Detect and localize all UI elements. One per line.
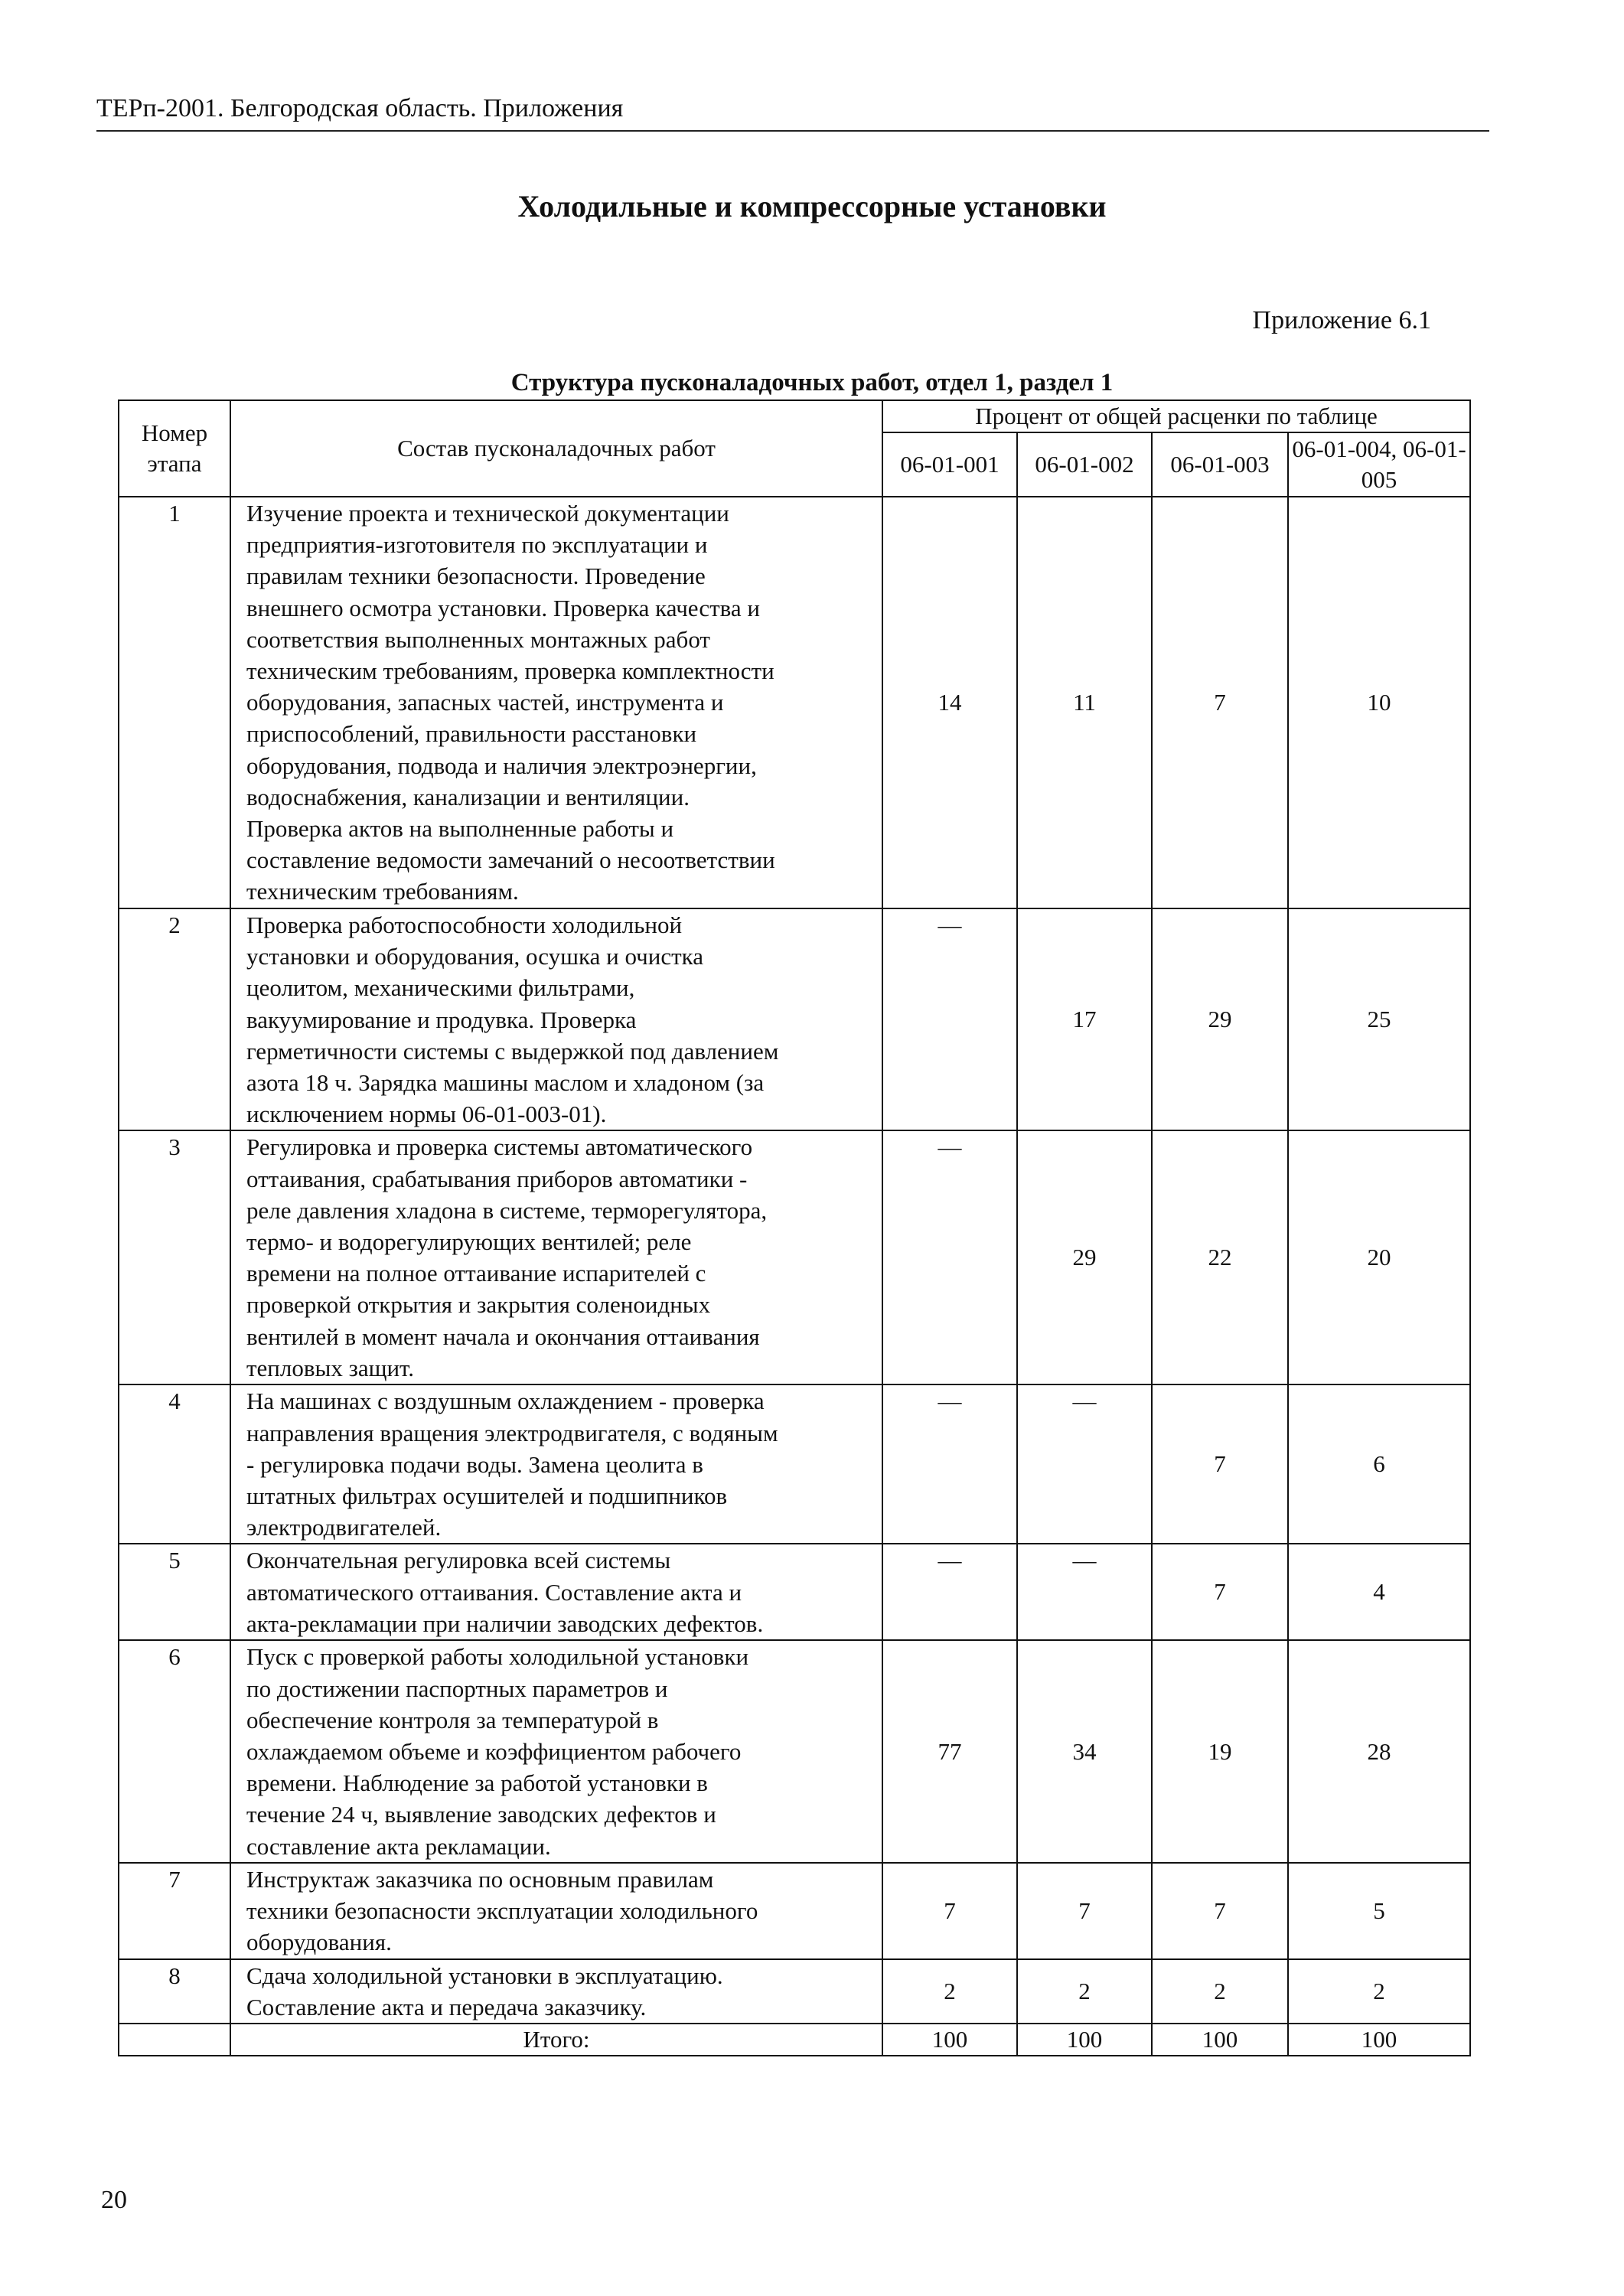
page-number: 20: [101, 2186, 127, 2214]
description-line: Составление акта и передача заказчику.: [246, 1994, 647, 2021]
stage-number: 6: [119, 1640, 230, 1862]
running-header: ТЕРп-2001. Белгородская область. Приложения: [96, 93, 1489, 132]
header-description: Состав пусконаладочных работ: [230, 400, 882, 497]
description-line: термо- и водорегулирующих вентилей; реле: [246, 1228, 692, 1256]
percent-value: 2: [1017, 1959, 1152, 2024]
total-value: 100: [882, 2024, 1017, 2056]
percent-cell: [1017, 1544, 1152, 1640]
table-row: [119, 1863, 1470, 1959]
description-line: электродвигателей.: [246, 1514, 442, 1541]
works-table: [118, 400, 1471, 2056]
dash-value: —: [1072, 1388, 1097, 1415]
stage-description: [230, 908, 882, 1130]
percent-value: 10: [1288, 497, 1470, 908]
dash-value: —: [938, 912, 962, 938]
total-value: 100: [1017, 2024, 1152, 2056]
description-line: акта-рекламации при наличии заводских дефектов.: [246, 1609, 764, 1637]
description-line: времени на полное оттаивание испарителей с: [246, 1260, 706, 1287]
percent-value: 7: [1152, 1863, 1288, 1959]
description-line: Пуск с проверкой работы холодильной установки: [246, 1643, 749, 1671]
description-line: установки и оборудования, осушка и очистка: [246, 943, 703, 970]
percent-value: 2: [882, 1959, 1017, 2024]
total-value: 100: [1288, 2024, 1470, 2056]
description-line: оборудования.: [246, 1929, 392, 1956]
total-empty-cell: [119, 2024, 230, 2056]
percent-value: 77: [882, 1640, 1017, 1862]
description-line: вентилей в момент начала и окончания оттаивания: [246, 1322, 760, 1350]
stage-number: 1: [119, 497, 230, 908]
description-line: герметичности системы с выдержкой под давлением: [246, 1037, 779, 1065]
page-title: Холодильные и компрессорные установки: [517, 189, 1107, 223]
description-line: предприятия-изготовителя по эксплуатации и: [246, 531, 708, 559]
stage-description: [230, 1863, 882, 1959]
description-line: течение 24 ч, выявление заводских дефектов и: [246, 1801, 716, 1828]
total-row: [119, 2024, 1470, 2056]
description-line: вакуумирование и продувка. Проверка: [246, 1006, 637, 1033]
description-line: техническим требованиям, проверка комплектности: [246, 657, 774, 685]
stage-description: [230, 1544, 882, 1640]
dash-value: —: [938, 1388, 962, 1415]
table-caption: Структура пусконаладочных работ, отдел 1, раздел 1: [510, 369, 1114, 396]
description-line: Сдача холодильной установки в эксплуатацию.: [246, 1962, 723, 1989]
description-line: Инструктаж заказчика по основным правилам: [246, 1865, 714, 1893]
percent-value: 4: [1288, 1544, 1470, 1640]
description-line: Регулировка и проверка системы автоматического: [246, 1133, 753, 1161]
table-row: [119, 908, 1470, 1130]
stage-number: 7: [119, 1863, 230, 1959]
description-line: проверкой открытия и закрытия соленоидных: [246, 1291, 711, 1319]
percent-cell: [882, 1384, 1017, 1544]
percent-value: 22: [1152, 1130, 1288, 1384]
description-line: техническим требованиям.: [246, 878, 519, 905]
percent-cell: [1017, 1384, 1152, 1544]
description-line: по достижении паспортных параметров и: [246, 1675, 668, 1702]
percent-value: 34: [1017, 1640, 1152, 1862]
percent-value: 7: [1152, 497, 1288, 908]
percent-value: 11: [1017, 497, 1152, 908]
stage-description: [230, 1384, 882, 1544]
description-line: Проверка работоспособности холодильной: [246, 912, 683, 938]
percent-value: 7: [1152, 1544, 1288, 1640]
stage-description: [230, 497, 882, 908]
dash-value: —: [1072, 1547, 1097, 1574]
description-line: На машинах с воздушным охлаждением - проверка: [246, 1388, 765, 1415]
table-row: [119, 1130, 1470, 1384]
description-line: исключением нормы 06-01-003-01).: [246, 1101, 607, 1128]
description-line: соответствия выполненных монтажных работ: [246, 625, 710, 653]
percent-value: 29: [1152, 908, 1288, 1130]
description-line: составление акта рекламации.: [246, 1832, 551, 1860]
description-line: оборудования, подвода и наличия электроэнергии,: [246, 752, 757, 779]
description-line: автоматического оттаивания. Составление акта и: [246, 1578, 742, 1606]
table-row: [119, 1384, 1470, 1544]
stage-description: [230, 1959, 882, 2024]
description-line: техники безопасности эксплуатации холодильного: [246, 1897, 758, 1925]
percent-value: 25: [1288, 908, 1470, 1130]
description-line: обеспечение контроля за температурой в: [246, 1706, 659, 1733]
description-line: охлаждаемом объеме и коэффициентом рабочего: [246, 1738, 742, 1766]
stage-number: 4: [119, 1384, 230, 1544]
total-label: Итого:: [230, 2024, 882, 2056]
description-line: - регулировка подачи воды. Замена цеолита в: [246, 1450, 703, 1478]
description-line: оборудования, запасных частей, инструмента и: [246, 689, 724, 716]
percent-cell: [882, 908, 1017, 1130]
description-line: времени. Наблюдение за работой установки в: [246, 1769, 708, 1797]
description-line: составление ведомости замечаний о несоответствии: [246, 846, 775, 874]
description-line: Окончательная регулировка всей системы: [246, 1547, 671, 1574]
header-code: 06-01-001: [882, 432, 1017, 497]
percent-cell: [882, 1130, 1017, 1384]
appendix-label: Приложение 6.1: [1252, 306, 1431, 334]
description-line: приспособлений, правильности расстановки: [246, 720, 697, 748]
dash-value: —: [938, 1547, 962, 1574]
percent-value: 6: [1288, 1384, 1470, 1544]
percent-cell: [882, 1544, 1017, 1640]
percent-value: 2: [1152, 1959, 1288, 2024]
percent-value: 2: [1288, 1959, 1470, 2024]
description-line: оттаивания, срабатывания приборов автоматики -: [246, 1165, 748, 1192]
header-stage: Номер этапа: [119, 400, 230, 497]
description-line: Проверка актов на выполненные работы и: [246, 815, 674, 843]
header-code: 06-01-002: [1017, 432, 1152, 497]
total-value: 100: [1152, 2024, 1288, 2056]
description-line: водоснабжения, канализации и вентиляции.: [246, 783, 690, 810]
description-line: направления вращения электродвигателя, с водяным: [246, 1419, 778, 1446]
description-line: правилам техники безопасности. Проведение: [246, 563, 706, 590]
percent-value: 7: [882, 1863, 1017, 1959]
description-line: тепловых защит.: [246, 1354, 415, 1381]
percent-value: 17: [1017, 908, 1152, 1130]
description-line: Изучение проекта и технической документации: [246, 500, 729, 527]
description-line: внешнего осмотра установки. Проверка качества и: [246, 594, 760, 621]
table-row: [119, 1640, 1470, 1862]
description-line: штатных фильтрах осушителей и подшипников: [246, 1482, 728, 1510]
percent-value: 19: [1152, 1640, 1288, 1862]
header-percent: Процент от общей расценки по таблице: [882, 400, 1470, 432]
description-line: цеолитом, механическими фильтрами,: [246, 974, 635, 1002]
description-line: реле давления хладона в системе, терморегулятора,: [246, 1196, 768, 1224]
percent-value: 5: [1288, 1863, 1470, 1959]
table-row: [119, 1544, 1470, 1640]
table-row: [119, 1959, 1470, 2024]
stage-number: 5: [119, 1544, 230, 1640]
description-line: азота 18 ч. Зарядка машины маслом и хладоном (за: [246, 1069, 765, 1097]
percent-value: 29: [1017, 1130, 1152, 1384]
percent-value: 28: [1288, 1640, 1470, 1862]
stage-number: 8: [119, 1959, 230, 2024]
stage-number: 2: [119, 908, 230, 1130]
table-body: [119, 400, 1470, 2056]
percent-value: 20: [1288, 1130, 1470, 1384]
header-code: 06-01-003: [1152, 432, 1288, 497]
dash-value: —: [938, 1133, 962, 1161]
percent-value: 7: [1152, 1384, 1288, 1544]
percent-value: 7: [1017, 1863, 1152, 1959]
header-code: 06-01-004, 06-01-005: [1288, 432, 1470, 497]
stage-description: [230, 1130, 882, 1384]
table-row: [119, 497, 1470, 908]
stage-number: 3: [119, 1130, 230, 1384]
stage-description: [230, 1640, 882, 1862]
percent-value: 14: [882, 497, 1017, 908]
